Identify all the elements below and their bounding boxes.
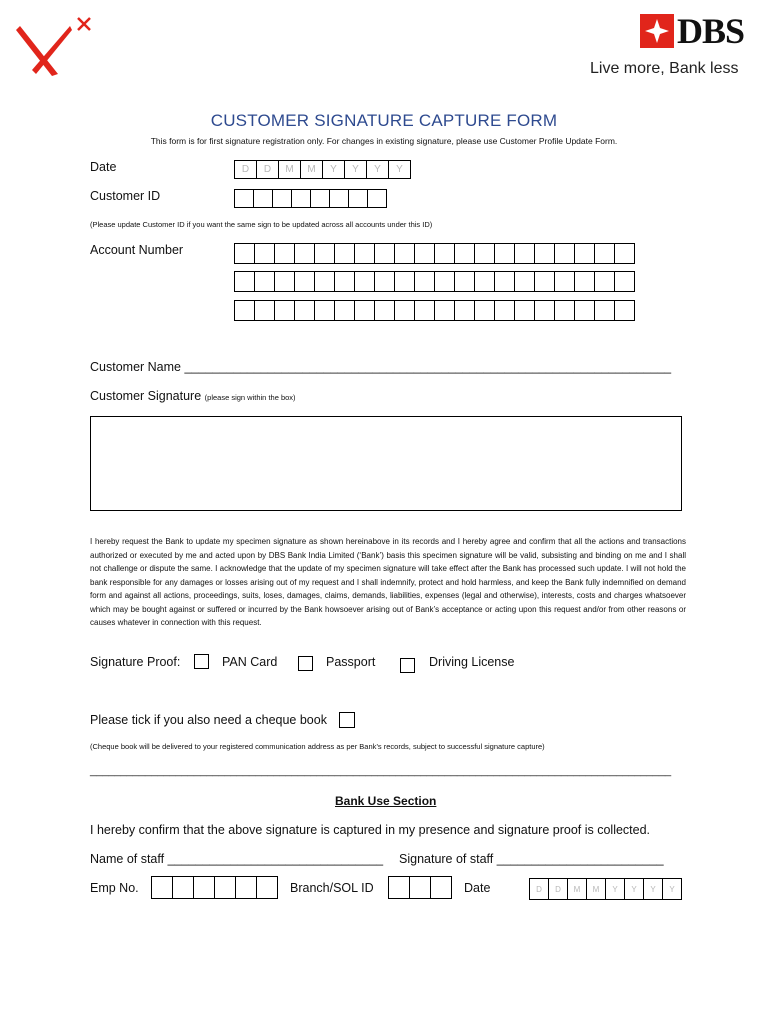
tagline: Live more, Bank less	[590, 60, 739, 77]
date-label: Date	[90, 160, 117, 174]
pan-card-label: PAN Card	[222, 655, 278, 669]
bank-date-cell[interactable]: Y	[605, 878, 625, 900]
account-number-cell[interactable]	[534, 271, 555, 292]
bank-use-heading: Bank Use Section	[335, 794, 437, 808]
account-number-cell[interactable]	[594, 243, 615, 264]
branch-cell[interactable]	[388, 876, 410, 899]
form-subtitle: This form is for first signature registration only. For changes in existing signature, please use Customer Profile Update Form.	[150, 136, 618, 146]
account-number-cell[interactable]	[334, 300, 355, 321]
account-number-cell[interactable]	[334, 271, 355, 292]
account-number-cell[interactable]	[414, 271, 435, 292]
account-number-cell[interactable]	[494, 300, 515, 321]
dbs-star-icon	[640, 14, 674, 48]
account-number-cell[interactable]	[394, 243, 415, 264]
account-number-cell[interactable]	[514, 243, 535, 264]
account-number-cell[interactable]	[354, 300, 375, 321]
customer-id-cell[interactable]	[253, 189, 273, 208]
cheque-checkbox[interactable]	[339, 712, 355, 728]
account-number-cell[interactable]	[254, 300, 275, 321]
emp-no-label: Emp No.	[90, 881, 139, 895]
signature-label-row	[90, 389, 296, 403]
pan-card-checkbox[interactable]	[194, 654, 209, 669]
account-number-cell[interactable]	[294, 271, 315, 292]
staff-name-label: Name of staff	[90, 852, 165, 866]
cheque-label: Please tick if you also need a cheque book	[90, 713, 327, 727]
account-number-cell[interactable]	[414, 243, 435, 264]
account-number-cell[interactable]	[274, 300, 295, 321]
passport-checkbox[interactable]	[298, 656, 313, 671]
account-number-cell[interactable]	[434, 300, 455, 321]
customer-id-cell[interactable]	[329, 189, 349, 208]
customer-id-boxes[interactable]	[234, 189, 387, 208]
account-number-cell[interactable]	[474, 300, 495, 321]
customer-id-cell[interactable]	[234, 189, 254, 208]
account-number-cell[interactable]	[514, 300, 535, 321]
bank-date-cell[interactable]: D	[529, 878, 549, 900]
emp-no-cell[interactable]	[214, 876, 236, 899]
customer-id-cell[interactable]	[291, 189, 311, 208]
customer-id-note: (Please update Customer ID if you want the same sign to be updated across all accounts under this ID)	[90, 220, 433, 229]
cross-logo-icon	[14, 12, 94, 80]
account-number-cell[interactable]	[494, 271, 515, 292]
date-cell[interactable]: Y	[344, 160, 367, 179]
customer-id-label: Customer ID	[90, 189, 161, 203]
account-number-cell[interactable]	[374, 271, 395, 292]
cheque-note: (Cheque book will be delivered to your registered communication address as per Bank’s records, subject to successful signature capture)	[90, 742, 545, 751]
branch-cell[interactable]	[430, 876, 452, 899]
account-number-cell[interactable]	[474, 271, 495, 292]
staff-signature-label: Signature of staff	[399, 852, 494, 866]
staff-signature-line[interactable]: ________________________	[496, 852, 664, 866]
staff-signature-row	[399, 852, 664, 866]
bank-date-cell[interactable]: Y	[624, 878, 644, 900]
date-cell[interactable]: M	[300, 160, 323, 179]
account-number-cell[interactable]	[254, 243, 275, 264]
dbs-logo	[640, 11, 745, 51]
account-number-cell[interactable]	[534, 243, 555, 264]
bank-date-boxes[interactable]	[529, 878, 682, 900]
dbs-brand-name: DBS	[677, 11, 745, 51]
account-number-cell[interactable]	[614, 271, 635, 292]
account-number-cell[interactable]	[594, 271, 615, 292]
account-number-cell[interactable]	[554, 271, 575, 292]
customer-name-label	[90, 360, 671, 374]
customer-id-cell[interactable]	[348, 189, 368, 208]
account-number-cell[interactable]	[614, 243, 635, 264]
signature-box[interactable]	[90, 416, 682, 511]
account-number-cell[interactable]	[614, 300, 635, 321]
branch-label: Branch/SOL ID	[290, 881, 374, 895]
declaration-text: I hereby request the Bank to update my specimen signature as shown hereinabove in its records and I hereby agree and confirm that all the actions and transactions authorized or executed by me and acted upon by DBS Bank India Limited (‘Bank’) basis this specimen signature will be valid, subsisting and binding on me and I shall not challenge or dispute the same. I acknowledge that the update of my specimen signature will take effect after the Bank has processed such update. I will not hold the bank responsible for any damages or losses arising out of my request and I shall indemnify, protect and hold harmless, and keep the Bank fully indemnified on demand form and against all actions, proceedings, suits, loses, damages, claims, demands, liabilities, expenses (legal and otherwise), interests, costs and charges whatsoever which may be bought against or suffered or incurred by the Bank howsoever arising out of Bank’s acceptance or acting upon this request and/or from other reasons or causes whatever in connection with this request.	[90, 537, 686, 627]
date-cell[interactable]: Y	[322, 160, 345, 179]
account-number-cell[interactable]	[434, 243, 455, 264]
passport-label: Passport	[326, 655, 376, 669]
account-number-row[interactable]	[234, 243, 635, 264]
bank-date-cell[interactable]: M	[567, 878, 587, 900]
emp-no-cell[interactable]	[151, 876, 173, 899]
account-number-cell[interactable]	[234, 243, 255, 264]
account-number-label: Account Number	[90, 243, 184, 257]
driving-license-label: Driving License	[429, 655, 515, 669]
account-number-cell[interactable]	[234, 271, 255, 292]
separator-line: _______________________________________________________________________________________________	[90, 765, 672, 777]
bank-date-cell[interactable]: M	[586, 878, 606, 900]
emp-no-boxes[interactable]	[151, 876, 278, 899]
account-number-cell[interactable]	[374, 300, 395, 321]
account-number-cell[interactable]	[314, 271, 335, 292]
account-number-cell[interactable]	[454, 271, 475, 292]
emp-no-cell[interactable]	[172, 876, 194, 899]
proof-label: Signature Proof:	[90, 655, 181, 669]
account-number-cell[interactable]	[594, 300, 615, 321]
account-number-cell[interactable]	[554, 300, 575, 321]
date-cell[interactable]: Y	[388, 160, 411, 179]
branch-boxes[interactable]	[388, 876, 452, 899]
signature-note: (please sign within the box)	[204, 393, 296, 402]
staff-name-row	[90, 852, 383, 866]
account-number-cell[interactable]	[454, 243, 475, 264]
account-number-cell[interactable]	[294, 300, 315, 321]
customer-name-text: Customer Name	[90, 360, 181, 374]
customer-name-line[interactable]: ______________________________________________________________________	[184, 360, 672, 374]
account-number-cell[interactable]	[314, 243, 335, 264]
account-number-cell[interactable]	[394, 271, 415, 292]
bank-date-cell[interactable]: Y	[643, 878, 663, 900]
account-number-cell[interactable]	[334, 243, 355, 264]
account-number-cell[interactable]	[374, 243, 395, 264]
form-title: CUSTOMER SIGNATURE CAPTURE FORM	[210, 111, 558, 130]
account-number-cell[interactable]	[574, 300, 595, 321]
signature-label: Customer Signature	[90, 389, 202, 403]
account-number-cell[interactable]	[294, 243, 315, 264]
customer-id-cell[interactable]	[367, 189, 387, 208]
account-number-cell[interactable]	[554, 243, 575, 264]
account-number-cell[interactable]	[534, 300, 555, 321]
customer-id-cell[interactable]	[310, 189, 330, 208]
date-boxes[interactable]	[234, 160, 411, 179]
bank-date-cell[interactable]: Y	[662, 878, 682, 900]
emp-no-cell[interactable]	[235, 876, 257, 899]
account-number-cell[interactable]	[514, 271, 535, 292]
bank-date-cell[interactable]: D	[548, 878, 568, 900]
account-number-cell[interactable]	[354, 243, 375, 264]
account-number-cell[interactable]	[494, 243, 515, 264]
emp-no-cell[interactable]	[193, 876, 215, 899]
account-number-cell[interactable]	[434, 271, 455, 292]
account-number-cell[interactable]	[354, 271, 375, 292]
customer-id-cell[interactable]	[272, 189, 292, 208]
account-number-cell[interactable]	[254, 271, 275, 292]
account-number-cell[interactable]	[414, 300, 435, 321]
bank-date-label: Date	[464, 881, 491, 895]
account-number-cell[interactable]	[314, 300, 335, 321]
date-cell[interactable]: D	[234, 160, 257, 179]
staff-name-line[interactable]: _______________________________	[167, 852, 384, 866]
account-number-cell[interactable]	[574, 243, 595, 264]
account-number-cell[interactable]	[234, 300, 255, 321]
account-number-cell[interactable]	[474, 243, 495, 264]
account-number-row[interactable]	[234, 300, 635, 321]
emp-no-cell[interactable]	[256, 876, 278, 899]
driving-license-checkbox[interactable]	[400, 658, 415, 673]
date-cell[interactable]: M	[278, 160, 301, 179]
date-cell[interactable]: D	[256, 160, 279, 179]
account-number-cell[interactable]	[274, 271, 295, 292]
branch-cell[interactable]	[409, 876, 431, 899]
date-cell[interactable]: Y	[366, 160, 389, 179]
account-number-cell[interactable]	[274, 243, 295, 264]
account-number-cell[interactable]	[394, 300, 415, 321]
account-number-row[interactable]	[234, 271, 635, 292]
bank-confirmation: I hereby confirm that the above signature is captured in my presence and signature proof is collected.	[90, 823, 651, 837]
account-number-cell[interactable]	[454, 300, 475, 321]
account-number-cell[interactable]	[574, 271, 595, 292]
